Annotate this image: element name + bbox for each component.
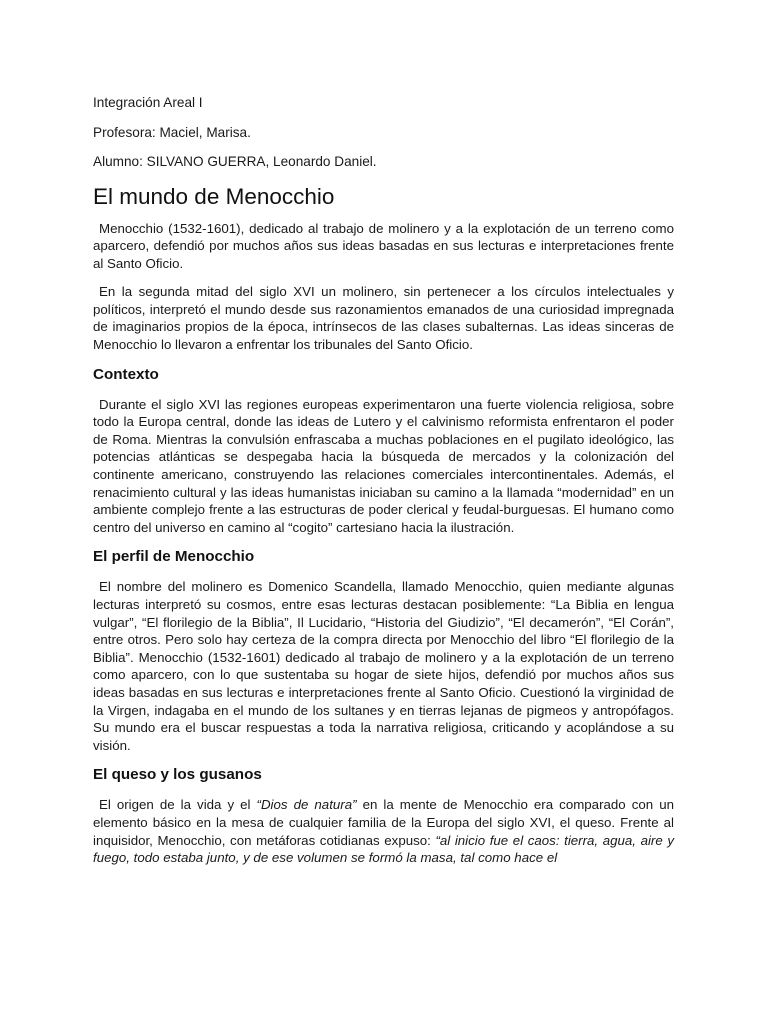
cheese-text-b: en la mente de Menocchio era comparado con un elemento básico en la mesa de cualquier familia de la Europa del siglo XVI, el queso. Frente al inquisidor, Menocchio, con metáforas cotidianas expuso: [93, 797, 674, 848]
cheese-text-a: El origen de la vida y el [99, 797, 257, 813]
student-line: Alumno: SILVANO GUERRA, Leonardo Daniel. [93, 154, 377, 169]
profile-paragraph: El nombre del molinero es Domenico Scandella, llamado Menocchio, quien mediante algunas lecturas interpretó su cosmos, entre esas lecturas destacan posiblemente: “La Biblia en lengua vulgar”, “El florilegio de la Biblia”, Il Lucidario, “Historia del Giudizio”, “El decamerón”, “El Corán”, entre otros. Pero solo hay certeza de la compra directa por Menocchio del libro “El florilegio de la Biblia”. Menocchio (1532-1601) dedicado al trabajo de molinero y a la explotación de un terreno como aparcero, con lo que sustentaba su hogar de siete hijos, defendió por muchos años sus ideas basadas en sus lecturas e interpretaciones frente al Santo Oficio. Cuestionó la virginidad de la Virgen, indagaba en el mundo de los sultanes y en tierras lejanas de pigmeos y antropófagos. Su mundo era el buscar respuestas a toda la narrativa religiosa, criticando y acoplándose a su visión. [93, 579, 674, 753]
cheese-quote-dios: “Dios de natura” [256, 797, 357, 813]
course-line: Integración Areal I [93, 95, 203, 110]
teacher-line: Profesora: Maciel, Marisa. [93, 124, 251, 140]
cheese-paragraph [93, 796, 674, 866]
context-heading: Contexto [93, 365, 159, 383]
context-paragraph: Durante el siglo XVI las regiones europeas experimentaron una fuerte violencia religiosa, sobre todo la Europa central, donde las ideas de Lutero y el calvinismo reformista enfrentaron el poder de Roma. Mientras la convulsión enfrascaba a muchas poblaciones en el pugilato ideológico, las potencias atlánticas se despegaba hacia la búsqueda de mercados y la colonización del continente americano, construyendo las relaciones comerciales intercontinentales. Además, el renacimiento cultural y las ideas humanistas iniciaban su camino a la llamada “modernidad” en un ambiente complejo frente a las estructuras de poder clerical y feudal-burguesas. El humano como centro del universo en camino al “cogito” cartesiano hacia la ilustración. [93, 396, 674, 535]
cheese-heading: El queso y los gusanos [93, 766, 262, 784]
profile-heading: El perfil de Menocchio [93, 548, 255, 566]
cheese-quote-caos: “al inicio fue el caos: tierra, agua, aire y fuego, todo estaba junto, y de ese volumen se formó la masa, tal como hace el [93, 832, 674, 866]
intro-paragraph-2: En la segunda mitad del siglo XVI un molinero, sin pertenecer a los círculos intelectuales y políticos, interpretó el mundo desde sus razonamientos emanados de una curiosidad impregnada de imaginarios propios de la época, intrínsecos de las clases subalternas. Las ideas sinceras de Menocchio lo llevaron a enfrentar los tribunales del Santo Oficio. [93, 284, 674, 353]
intro-paragraph-1: Menocchio (1532-1601), dedicado al trabajo de molinero y a la explotación de un terreno como aparcero, defendió por muchos años sus ideas basadas en sus lecturas e interpretaciones frente al Santo Oficio. [93, 220, 674, 271]
document-title: El mundo de Menocchio [93, 183, 335, 209]
